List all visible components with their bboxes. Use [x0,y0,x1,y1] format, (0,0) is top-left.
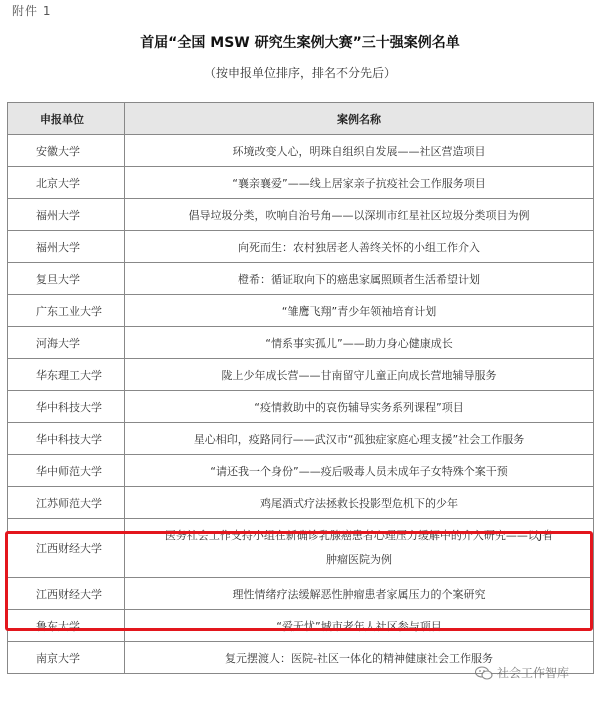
case-list-table [7,102,594,674]
table-header-row [8,103,594,135]
table-row [8,135,594,167]
table-row [8,519,594,578]
column-header-case: 案例名称 [125,103,594,135]
case-cell: 理性情绪疗法缓解恶性肿瘤患者家属压力的个案研究 [125,578,594,610]
case-cell: 环境改变人心，明珠自组织自发展——社区营造项目 [125,135,594,167]
case-cell: “情系事实孤儿”——助力身心健康成长 [125,327,594,359]
table-row [8,487,594,519]
case-cell: 鸡尾酒式疗法拯救长投影型危机下的少年 [125,487,594,519]
table-row [8,199,594,231]
case-cell: “雏鹰飞翔”青少年领袖培育计划 [125,295,594,327]
case-cell: “请还我一个身份”——疫后吸毒人员未成年子女特殊个案干预 [125,455,594,487]
table-row [8,423,594,455]
case-cell: 星心相印，疫路同行——武汉市“孤独症家庭心理支援”社会工作服务 [125,423,594,455]
case-cell: “疫情救助中的哀伤辅导实务系列课程”项目 [125,391,594,423]
unit-cell: 江西财经大学 [8,578,125,610]
case-cell-line: 医务社会工作支持小组在新确诊乳腺癌患者心理压力缓解中的介入研究——以J省 [164,529,554,542]
case-cell: 陇上少年成长营——甘南留守儿童正向成长营地辅导服务 [125,359,594,391]
unit-cell: 南京大学 [8,642,125,674]
case-cell: “爱无忧”城市老年人社区参与项目 [125,610,594,642]
table-row [8,359,594,391]
unit-cell: 江苏师范大学 [8,487,125,519]
table-row [8,391,594,423]
attachment-label: 附件 1 [12,4,52,18]
case-cell-line: 肿瘤医院为例 [326,553,392,566]
unit-cell: 福州大学 [8,231,125,263]
table-row [8,231,594,263]
watermark-text: 社会工作智库 [497,666,570,680]
column-header-unit: 申报单位 [8,103,125,135]
case-cell: 倡导垃圾分类，吹响自治号角——以深圳市红星社区垃圾分类项目为例 [125,199,594,231]
unit-cell: 福州大学 [8,199,125,231]
watermark [475,664,569,681]
unit-cell: 河海大学 [8,327,125,359]
table-row [8,167,594,199]
case-cell: 复元摆渡人：医院-社区一体化的精神健康社会工作服务 [125,642,594,674]
table-row [8,295,594,327]
case-cell: 橙希：循证取向下的癌患家属照顾者生活希望计划 [125,263,594,295]
case-cell [125,519,594,578]
case-cell: “襄亲襄爱”——线上居家亲子抗疫社会工作服务项目 [125,167,594,199]
unit-cell: 广东工业大学 [8,295,125,327]
table-row [8,578,594,610]
wechat-icon [475,666,493,680]
unit-cell: 鲁东大学 [8,610,125,642]
unit-cell: 华中科技大学 [8,391,125,423]
unit-cell: 复旦大学 [8,263,125,295]
page-subtitle: （按申报单位排序，排名不分先后） [203,66,396,80]
unit-cell: 北京大学 [8,167,125,199]
unit-cell: 安徽大学 [8,135,125,167]
page-title: 首届“全国 MSW 研究生案例大赛”三十强案例名单 [140,35,460,51]
table-row [8,455,594,487]
unit-cell: 华东理工大学 [8,359,125,391]
unit-cell: 江西财经大学 [8,519,125,578]
case-cell: 向死而生：农村独居老人善终关怀的小组工作介入 [125,231,594,263]
table-row [8,327,594,359]
unit-cell: 华中科技大学 [8,423,125,455]
table-row [8,263,594,295]
table-row [8,610,594,642]
unit-cell: 华中师范大学 [8,455,125,487]
